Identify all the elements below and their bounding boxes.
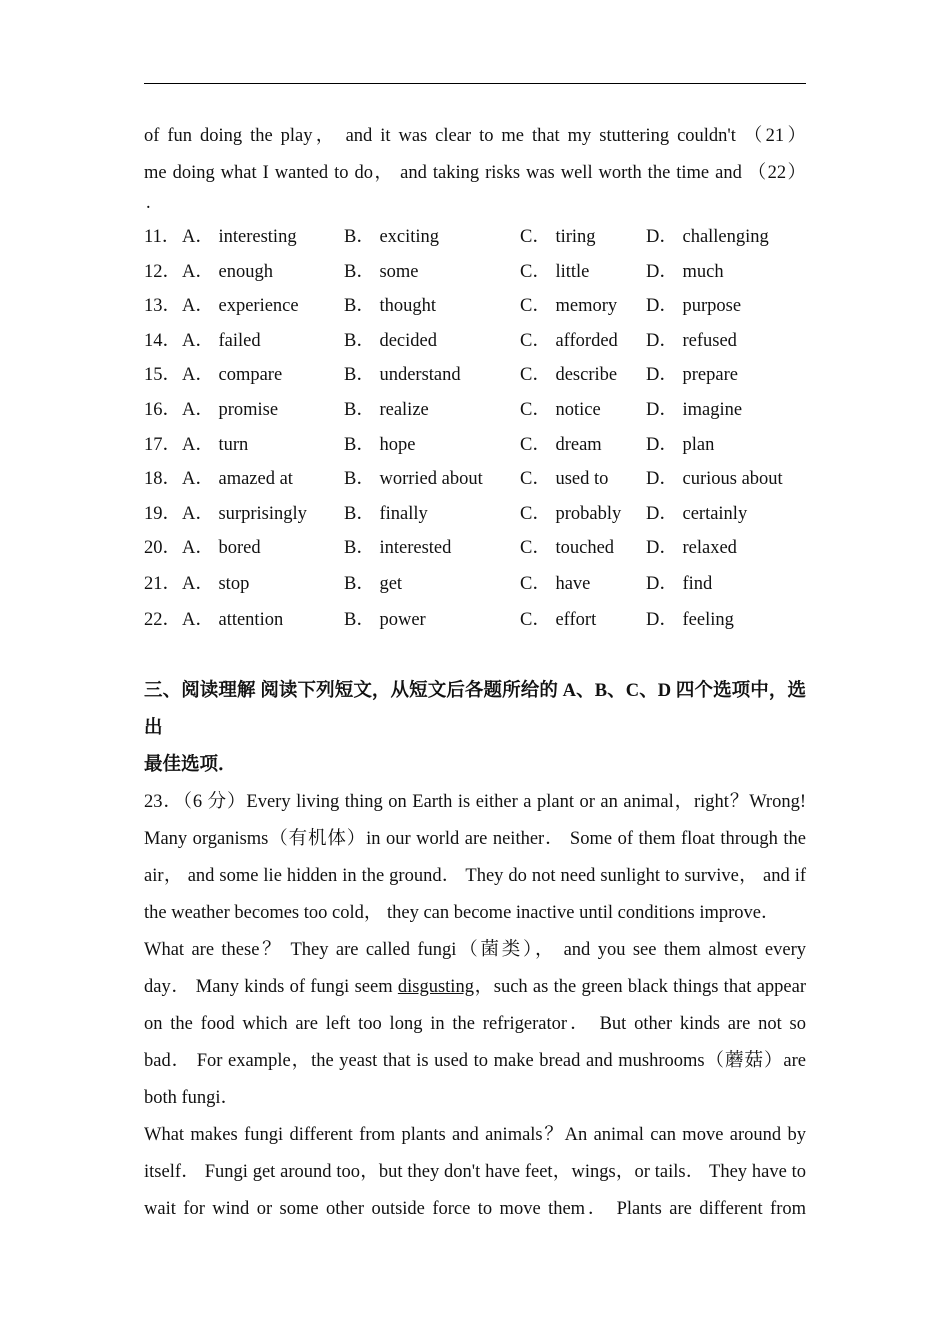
question-number: 15．	[144, 365, 182, 386]
option-c: C． afforded	[520, 330, 618, 351]
option-a: A． bored	[182, 538, 261, 559]
passage-line: What makes fungi different from plants and animals？An animal can move around by	[144, 1124, 806, 1145]
option-a: A． compare	[182, 365, 283, 386]
option-d: D． certainly	[646, 503, 748, 524]
option-d: D． plan	[646, 434, 715, 455]
underlined-word: disgusting	[397, 976, 474, 997]
option-d: D． feeling	[646, 609, 734, 630]
question-row	[144, 220, 806, 255]
passage-line: bad． For example，the yeast that is used to make bread and mushrooms（蘑菇）are	[144, 1050, 806, 1071]
text-fragment: ，such as the green black things that appear	[473, 976, 806, 997]
section-heading-line: 最佳选项．	[144, 754, 237, 775]
passage-line: 23．（6 分）Every living thing on Earth is either a plant or an animal，right？Wrong!	[144, 791, 806, 812]
passage-line: What are these？ They are called fungi（菌类）， and you see them almost every	[144, 939, 806, 960]
option-c: C． describe	[520, 365, 618, 386]
text-fragment: day． Many kinds of fungi seem	[144, 976, 398, 997]
passage-line: Many organisms（有机体）in our world are neither． Some of them float through the	[144, 828, 806, 849]
option-c: C． touched	[520, 538, 615, 559]
option-c: C． tiring	[520, 227, 596, 247]
option-b: B． exciting	[344, 227, 440, 247]
question-number: 11．	[144, 227, 181, 247]
option-a: A． promise	[182, 399, 279, 420]
option-d: D． prepare	[646, 365, 738, 386]
passage-line: on the food which are left too long in the refrigerator． But other kinds are not so	[144, 1013, 806, 1034]
option-c: C． little	[520, 261, 590, 282]
passage-line: .	[146, 193, 151, 213]
question-row	[144, 531, 806, 566]
option-c: C． have	[520, 573, 591, 594]
option-c: C． notice	[520, 399, 601, 420]
option-a: A． experience	[182, 296, 299, 317]
option-c: C． probably	[520, 503, 622, 524]
option-b: B． interested	[344, 538, 452, 559]
option-a: A． stop	[182, 573, 250, 594]
passage-line: wait for wind or some other outside force to move them． Plants are different from	[144, 1198, 806, 1219]
option-b: B． decided	[344, 330, 437, 351]
question-number: 14．	[144, 330, 182, 351]
passage-continuation	[144, 118, 806, 214]
header-rule	[144, 83, 806, 84]
option-b: B． understand	[344, 365, 461, 386]
question-number: 13．	[144, 296, 182, 317]
passage-line: of fun doing the play， and it was clear to me that my stuttering couldn't （21）	[144, 126, 806, 146]
question-number: 21．	[144, 573, 182, 594]
option-c: C． dream	[520, 434, 602, 455]
option-b: B． thought	[344, 296, 436, 317]
question-row	[144, 462, 806, 497]
option-d: D． curious about	[646, 469, 783, 490]
passage-line	[144, 969, 806, 1006]
question-number: 20．	[144, 538, 182, 559]
question-row	[144, 393, 806, 428]
question-row	[144, 566, 806, 602]
option-b: B． hope	[344, 434, 416, 455]
option-b: B． power	[344, 609, 426, 630]
option-a: A． attention	[182, 609, 284, 630]
option-c: C． memory	[520, 296, 618, 317]
option-a: A． amazed at	[182, 469, 293, 490]
passage-line: itself． Fungi get around too，but they don't have feet，wings，or tails． They have to	[144, 1161, 806, 1182]
passage-line: both fungi．	[144, 1087, 240, 1108]
option-a: A． failed	[182, 330, 261, 351]
option-b: B． some	[344, 261, 419, 282]
option-a: A． turn	[182, 434, 249, 455]
section-heading-line: 三、阅读理解 阅读下列短文，从短文后各题所给的 A、B、C、D 四个选项中，选出	[144, 680, 806, 738]
option-a: A． enough	[182, 261, 273, 282]
option-d: D． much	[646, 261, 724, 282]
option-d: D． imagine	[646, 399, 743, 420]
passage-line: me doing what I wanted to do， and taking risks was well worth the time and （22）	[144, 163, 806, 183]
option-d: D． purpose	[646, 296, 742, 317]
question-number: 17．	[144, 434, 182, 455]
section-heading	[144, 673, 806, 784]
option-b: B． worried about	[344, 469, 483, 490]
option-b: B． finally	[344, 503, 428, 524]
question-row	[144, 428, 806, 463]
option-d: D． find	[646, 573, 713, 594]
question-number: 22．	[144, 609, 182, 630]
option-a: A． surprisingly	[182, 503, 307, 524]
question-number: 18．	[144, 469, 182, 490]
passage-line: air， and some lie hidden in the ground． They do not need sunlight to survive， and if	[144, 865, 806, 886]
question-row	[144, 324, 806, 359]
option-a: A． interesting	[182, 227, 297, 247]
reading-passage	[144, 784, 806, 1228]
question-row	[144, 358, 806, 393]
question-row	[144, 255, 806, 290]
option-d: D． refused	[646, 330, 737, 351]
question-row	[144, 497, 806, 532]
option-d: D． relaxed	[646, 538, 737, 559]
question-row	[144, 602, 806, 638]
page-content	[144, 118, 806, 1228]
option-b: B． get	[344, 573, 403, 594]
question-row	[144, 289, 806, 324]
question-number: 12．	[144, 261, 182, 282]
question-number: 16．	[144, 399, 182, 420]
option-d: D． challenging	[646, 227, 769, 247]
cloze-options	[144, 220, 806, 638]
passage-line: the weather becomes too cold， they can become inactive until conditions improve．	[144, 902, 780, 923]
question-number: 19．	[144, 503, 182, 524]
option-b: B． realize	[344, 399, 429, 420]
option-c: C． effort	[520, 609, 597, 630]
option-c: C． used to	[520, 469, 609, 490]
